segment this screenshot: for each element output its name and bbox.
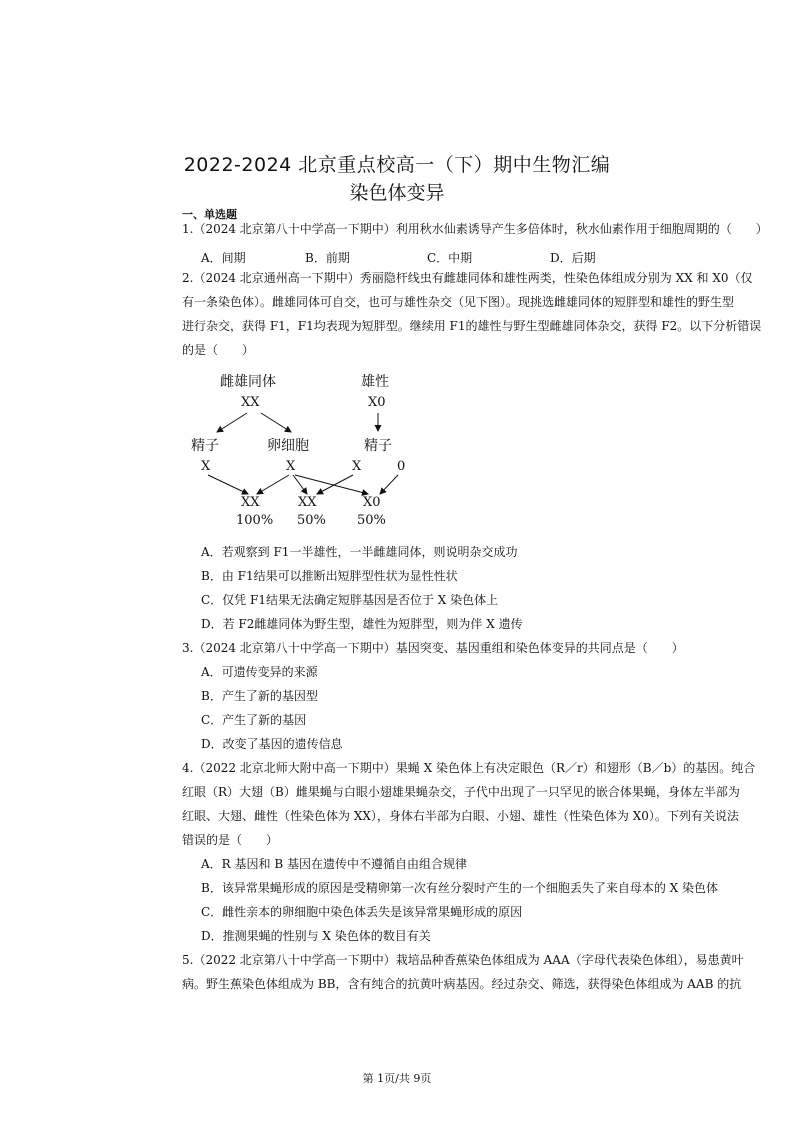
arrow-xx-to-egg (261, 413, 291, 432)
offspring-percent-2: 50% (297, 513, 326, 528)
gamete-x-2: X (286, 459, 296, 474)
q4-option-b: B．该异常果蝇形成的原因是受精卵第一次有丝分裂时产生的一个细胞丢失了来自母本的 X 染色体 (201, 881, 718, 895)
q2-option-b: B．由 F1结果可以推断出短胖型性状为显性性状 (201, 569, 458, 583)
q2-option-d: D．若 F2雌雄同体为野生型，雄性为短胖型，则为伴 X 遗传 (201, 617, 523, 631)
hermaphrodite-label: 雌雄同体 (220, 374, 276, 390)
q4-stem-line-1: 4.（2022 北京北师大附中高一下期中）果蝇 X 染色体上有决定眼色（R／r）和翅形（B／b）的基因。纯合 (182, 761, 756, 775)
offspring-percent-3: 50% (357, 513, 386, 528)
arrow-x-to-xx-2 (257, 475, 289, 494)
offspring-xx-1: XX (241, 495, 260, 510)
arrow-xx-to-sperm (217, 413, 247, 432)
q5-stem-line-2: 病。野生蕉染色体组成为 BB，含有纯合的抗黄叶病基因。经过杂交、筛选，获得染色体组成为 AAB 的抗 (182, 977, 742, 991)
q3-option-b: B．产生了新的基因型 (201, 689, 318, 703)
arrow-x-to-x0 (295, 475, 368, 494)
q1-option-d: D．后期 (550, 251, 596, 265)
document-subtitle: 染色体变异 (349, 182, 445, 204)
q4-option-c: C．雌性亲本的卵细胞中染色体丢失是该异常果蝇形成的原因 (201, 905, 523, 919)
q4-option-d: D．推测果蝇的性别与 X 染色体的数目有关 (201, 929, 431, 943)
q2-stem-line-1: 2.（2024 北京通州高一下期中）秀丽隐杆线虫有雌雄同体和雄性两类，性染色体组成分别为 XX 和 X0（仅 (182, 271, 753, 285)
hermaphrodite-genotype: XX (241, 395, 260, 410)
section-heading: 一、单选题 (182, 208, 237, 221)
q2-option-a: A．若观察到 F1一半雄性，一半雌雄同体，则说明杂交成功 (201, 545, 518, 559)
document-title: 2022-2024 北京重点校高一（下）期中生物汇编 (183, 154, 611, 176)
arrow-male-x-to-xx (317, 475, 353, 494)
q1-stem: 1.（2024 北京第八十中学高一下期中）利用秋水仙素诱导产生多倍体时，秋水仙素作用于细胞周期的（ ） (182, 222, 768, 236)
offspring-percent-1: 100% (236, 513, 274, 528)
q5-stem-line-1: 5.（2022 北京第八十中学高一下期中）栽培品种香蕉染色体组成为 AAA（字母代表染色体组），易患黄叶 (182, 953, 744, 967)
q4-stem-line-4: 错误的是（ ） (182, 833, 279, 847)
q2-stem-line-4: 的是（ ） (182, 343, 255, 357)
cross-diagram (185, 365, 425, 535)
page-footer: 第 1页/共 9页 (362, 1072, 432, 1085)
egg-label: 卵细胞 (267, 438, 309, 454)
arrow-0-to-x0 (380, 475, 398, 494)
sperm-label: 精子 (191, 438, 219, 454)
gamete-x-1: X (201, 459, 211, 474)
male-sperm-label: 精子 (364, 438, 392, 454)
q4-stem-line-2: 红眼（R）大翅（B）雌果蝇与白眼小翅雄果蝇杂交，子代中出现了一只罕见的嵌合体果蝇，身体左半部为 (182, 785, 740, 799)
q2-stem-line-2: 有一条染色体）。雌雄同体可自交，也可与雄性杂交（见下图）。现挑选雌雄同体的短胖型和雄性的野生型 (182, 295, 735, 309)
offspring-x0: X0 (363, 495, 381, 510)
q3-option-d: D．改变了基因的遗传信息 (201, 737, 343, 751)
offspring-xx-2: XX (298, 495, 317, 510)
q4-option-a: A．R 基因和 B 基因在遗传中不遵循自由组合规律 (201, 857, 467, 871)
q4-stem-line-3: 红眼、大翅、雌性（性染色体为 XX），身体右半部为白眼、小翅、雄性（性染色体为 X0）。下列有关说法 (182, 809, 739, 823)
male-genotype: X0 (368, 395, 386, 410)
q1-option-a: A．间期 (201, 251, 246, 265)
q3-option-a: A．可遗传变异的来源 (201, 665, 318, 679)
q3-option-c: C．产生了新的基因 (201, 713, 307, 727)
gamete-0: 0 (397, 459, 406, 474)
gamete-x-3: X (352, 459, 362, 474)
male-label: 雄性 (361, 374, 389, 390)
arrow-x-to-xx-1 (208, 475, 248, 494)
q3-stem: 3.（2024 北京第八十中学高一下期中）基因突变、基因重组和染色体变异的共同点是（ ） (182, 641, 684, 655)
q1-option-c: C．中期 (427, 251, 473, 265)
q2-stem-line-3: 进行杂交，获得 F1，F1均表现为短胖型。继续用 F1的雄性与野生型雌雄同体杂交，获得 F2。以下分析错误 (182, 319, 762, 333)
q1-option-b: B．前期 (305, 251, 350, 265)
q2-option-c: C．仅凭 F1结果无法确定短胖基因是否位于 X 染色体上 (201, 593, 499, 607)
